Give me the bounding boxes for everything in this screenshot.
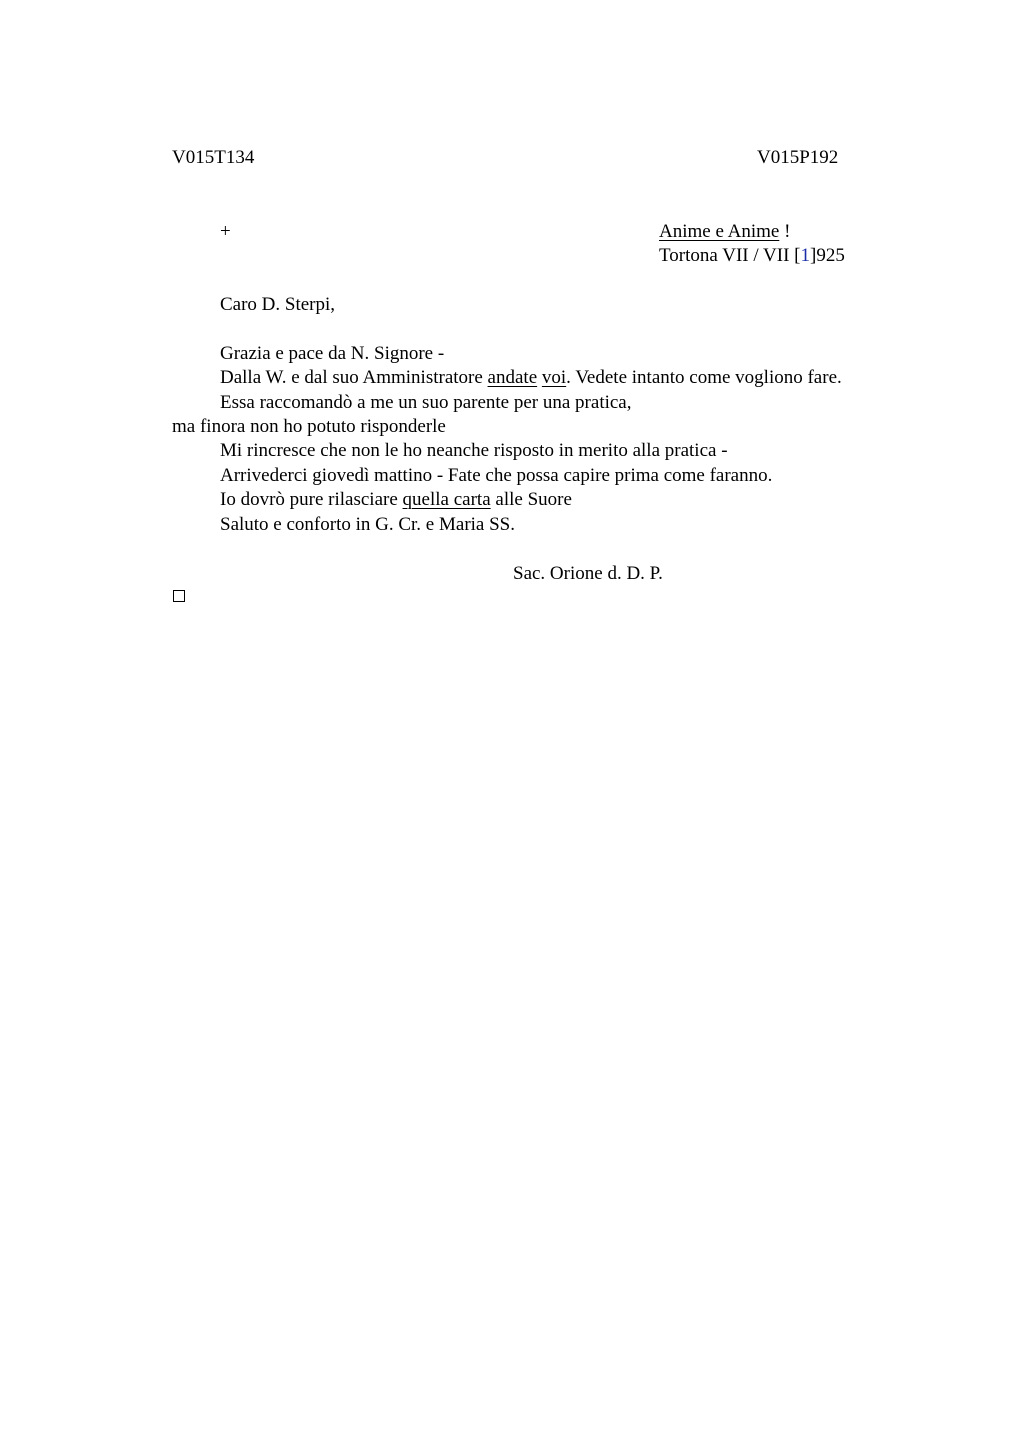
body-line-6: Arrivederci giovedì mattino - Fate che possa capire prima come faranno. — [220, 465, 773, 486]
body-line-4: ma finora non ho potuto risponderle — [172, 416, 446, 437]
body-line-5: Mi rincresce che non le ho neanche risposto in merito alla pratica - — [220, 440, 728, 461]
dateline-prefix: Tortona VII / VII [ — [659, 245, 801, 266]
underlined-quella-carta: quella carta — [402, 489, 491, 510]
dateline-suffix: ]925 — [810, 245, 845, 266]
body-line-7-end: alle Suore — [490, 489, 572, 510]
body-line-3: Essa raccomandò a me un suo parente per una pratica, — [220, 392, 632, 413]
motto-tail: ! — [779, 221, 791, 242]
body-line-2-end: . Vedete intanto come vogliono fare. — [566, 367, 842, 388]
footnote-ref[interactable]: 1 — [800, 245, 810, 266]
body-line-7 — [220, 488, 572, 512]
underlined-voi: voi — [541, 367, 567, 388]
cross-mark: + — [220, 221, 231, 242]
motto-underlined: Anime e Anime — [659, 221, 780, 242]
body-line-1: Grazia e pace da N. Signore - — [220, 343, 445, 364]
body-line-8: Saluto e conforto in G. Cr. e Maria SS. — [220, 514, 515, 535]
end-square-icon — [173, 590, 185, 602]
underlined-andate: andate — [487, 367, 538, 388]
dateline — [659, 244, 845, 268]
body-line-2 — [220, 366, 842, 390]
motto-line — [659, 220, 790, 244]
document-code-right: V015P192 — [757, 147, 839, 168]
signature: Sac. Orione d. D. P. — [513, 563, 663, 584]
body-line-7-start: Io dovrò pure rilasciare — [220, 489, 403, 510]
body-line-2-start: Dalla W. e dal suo Amministratore — [220, 367, 488, 388]
document-code-left: V015T134 — [172, 147, 255, 168]
salutation: Caro D. Sterpi, — [220, 294, 336, 315]
